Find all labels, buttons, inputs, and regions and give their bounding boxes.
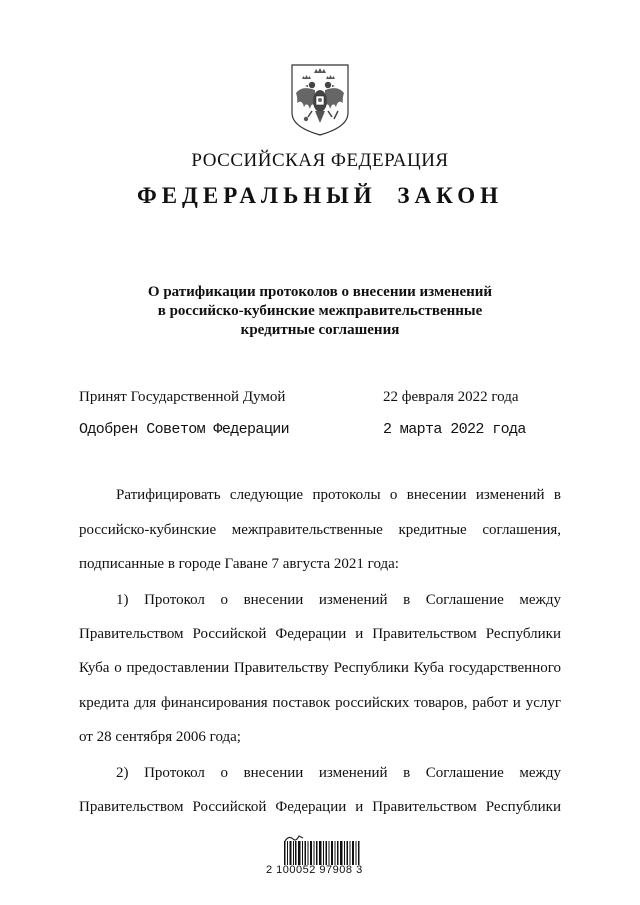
body-line: российско-кубинские межправительственные кредитные соглашения,: [79, 522, 561, 538]
body-line: кредита для финансирования поставок российских товаров, работ и услуг: [79, 695, 561, 711]
country-name: РОССИЙСКАЯ ФЕДЕРАЦИЯ: [191, 150, 449, 171]
body-line: 1) Протокол о внесении изменений в Соглашение между: [116, 592, 561, 608]
body-line: Куба о предоставлении Правительству Республики Куба государственного: [79, 660, 561, 676]
subject-line: кредитные соглашения: [240, 322, 400, 338]
barcode-icon: [284, 841, 360, 865]
body-line: 2) Протокол о внесении изменений в Соглашение между: [116, 765, 561, 781]
body-line: от 28 сентября 2006 года;: [79, 729, 241, 745]
body-line: Правительством Российской Федерации и Правительством Республики: [79, 799, 561, 815]
barcode-number: 2 100052 97908 3: [266, 864, 363, 876]
signature-mark-icon: [284, 830, 304, 840]
council-approval-date: 2 марта 2022 года: [383, 421, 526, 438]
council-approval-label: Одобрен Советом Федерации: [79, 421, 290, 438]
body-line: Правительством Российской Федерации и Правительством Республики: [79, 626, 561, 642]
law-subject: [100, 283, 540, 340]
subject-line: в российско-кубинские межправительственные: [157, 303, 483, 319]
document-type-title: ФЕДЕРАЛЬНЫЙ ЗАКОН: [136, 183, 504, 208]
coat-of-arms-icon: [288, 63, 352, 137]
duma-adoption-label: Принят Государственной Думой: [79, 389, 286, 405]
body-line: подписанные в городе Гаване 7 августа 2021 года:: [79, 556, 399, 572]
body-line: Ратифицировать следующие протоколы о внесении изменений в: [116, 487, 561, 503]
duma-adoption-date: 22 февраля 2022 года: [383, 389, 519, 405]
subject-line: О ратификации протоколов о внесении изменений: [147, 284, 493, 300]
